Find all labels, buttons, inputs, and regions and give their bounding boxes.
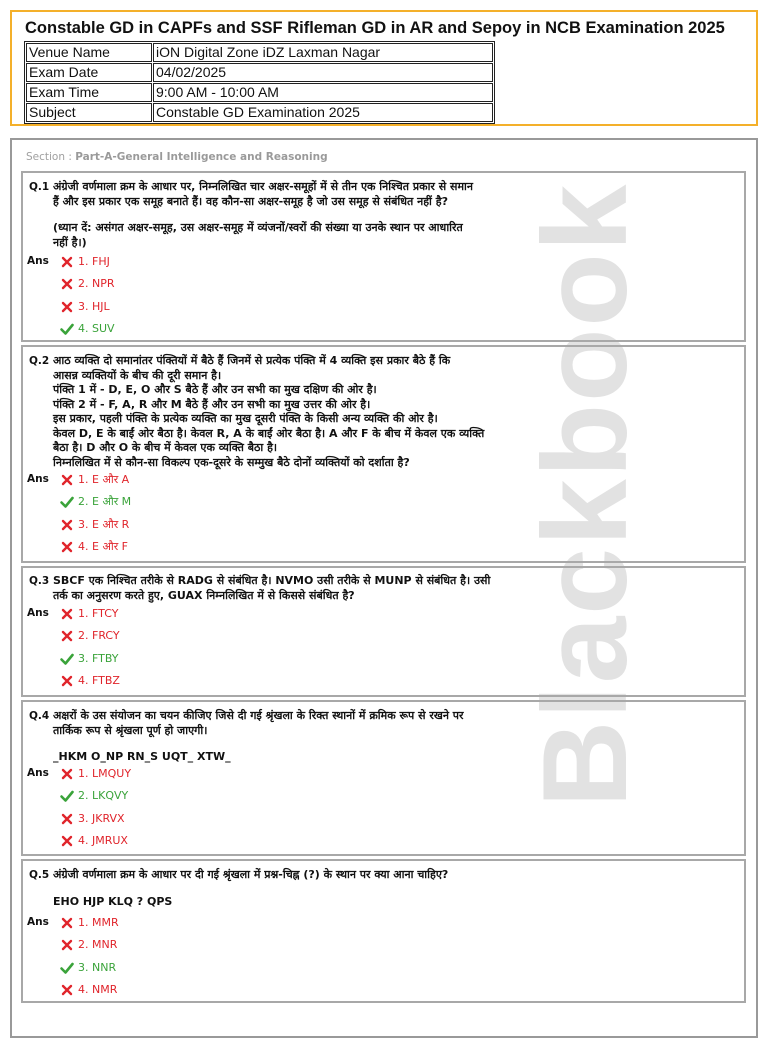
- cross-icon: [60, 300, 74, 314]
- check-icon: [60, 322, 74, 336]
- option-label: 1. E और A: [78, 473, 130, 486]
- cross-icon: [60, 834, 74, 848]
- answer-label: Ans: [27, 473, 49, 485]
- section-label: [26, 151, 328, 163]
- question-line: [53, 209, 533, 221]
- exam-title: Constable GD in CAPFs and SSF Rifleman GD in AR and Sepoy in NCB Examination 2025: [25, 19, 725, 37]
- cross-icon: [60, 607, 74, 621]
- question-text: [53, 354, 533, 470]
- question-text: [53, 868, 533, 909]
- option-label: 3. E और R: [78, 517, 130, 531]
- option-label: 2. NPR: [78, 277, 115, 291]
- answer-option: [60, 473, 129, 487]
- cross-icon: [60, 540, 74, 554]
- option-label: 3. JKRVX: [78, 811, 125, 825]
- question-number: Q.4: [29, 710, 50, 722]
- question-line: (ध्यान दें: असंगत अक्षर-समूह, उस अक्षर-समूह में व्यंजनों/स्वरों की संख्या या उनके स्थान पर आधारित: [53, 221, 463, 234]
- option-label: 4. JMRUX: [78, 833, 128, 847]
- question-line: आठ व्यक्ति दो समानांतर पंक्तियों में बैठे हैं जिनमें से प्रत्येक पंक्ति में 4 व्यक्ति इस प्रकार बैठे हैं कि: [53, 354, 451, 367]
- answer-option: [60, 277, 115, 291]
- cross-icon: [60, 916, 74, 930]
- check-icon: [60, 652, 74, 666]
- answer-option: [60, 607, 118, 621]
- info-key: Exam Time: [26, 83, 152, 102]
- option-label: 4. FTBZ: [78, 673, 120, 687]
- cross-icon: [60, 518, 74, 532]
- answer-option: [60, 652, 119, 666]
- cross-icon: [60, 473, 74, 487]
- question-text: [53, 709, 533, 765]
- answer-option: [60, 834, 128, 848]
- info-value: 9:00 AM - 10:00 AM: [153, 83, 493, 102]
- info-row: [26, 83, 493, 102]
- question-line: इस प्रकार, पहली पंक्ति के प्रत्येक व्यक्ति का मुख दूसरी पंक्ति के किसी अन्य व्यक्ति की ओर है।: [53, 412, 438, 425]
- option-label: 2. MNR: [78, 938, 118, 952]
- question-number: Q.3: [29, 575, 50, 587]
- option-label: 1. FHJ: [78, 255, 110, 268]
- section-prefix: Section :: [26, 151, 76, 163]
- question-line: अंग्रेजी वर्णमाला क्रम के आधार पर दी गई श्रृंखला में प्रश्न-चिह्न (?) के स्थान पर क्या आना चाहिए?: [53, 868, 449, 881]
- question-line: बैठा है। D और O के बीच में केवल एक व्यक्ति बैठा है।: [53, 441, 278, 454]
- check-icon: [60, 495, 74, 509]
- answer-option: [60, 300, 110, 314]
- question-line: हैं और इस प्रकार एक समूह बनाते हैं। वह कौन-सा अक्षर-समूह है जो उस समूह से संबंधित नहीं है?: [53, 194, 448, 208]
- info-key: Exam Date: [26, 63, 152, 82]
- answer-option: [60, 255, 110, 269]
- question-number: Q.2: [29, 355, 50, 367]
- question-number: Q.5: [29, 869, 50, 881]
- cross-icon: [60, 767, 74, 781]
- question-line: तार्किक रूप से श्रृंखला पूर्ण हो जाएगी।: [53, 723, 208, 737]
- info-row: [26, 63, 493, 82]
- cross-icon: [60, 277, 74, 291]
- option-label: 2. E और M: [78, 495, 132, 509]
- question-line: केवल D, E के बाईं ओर बैठा है। केवल R, A के बाईं ओर बैठा है। A और F के बीच में केवल एक व्यक्ति: [53, 426, 485, 440]
- answer-label: Ans: [27, 607, 49, 619]
- answer-option: [60, 629, 120, 643]
- question-line: तर्क का अनुसरण करते हुए, GUAX निम्नलिखित में से किससे संबंधित है?: [53, 588, 355, 602]
- exam-info-table: [24, 41, 495, 124]
- question-line: पंक्ति 1 में - D, E, O और S बैठे हैं और उन सभी का मुख दक्षिण की ओर है।: [53, 383, 377, 396]
- cross-icon: [60, 938, 74, 952]
- option-label: 4. SUV: [78, 321, 115, 335]
- option-label: 2. LKQVY: [78, 789, 129, 803]
- option-label: 1. FTCY: [78, 607, 119, 620]
- answer-option: [60, 961, 116, 975]
- cross-icon: [60, 629, 74, 643]
- info-value: Constable GD Examination 2025: [153, 103, 493, 122]
- question-card: [21, 859, 746, 1003]
- question-line: EHO HJP KLQ ? QPS: [53, 894, 173, 908]
- option-label: 3. HJL: [78, 299, 110, 313]
- question-line: SBCF एक निश्चित तरीके से RADG से संबंधित है। NVMO उसी तरीके से MUNP से संबंधित है। उसी: [53, 574, 491, 587]
- question-number: Q.1: [29, 181, 50, 193]
- cross-icon: [60, 983, 74, 997]
- answer-label: Ans: [27, 255, 49, 267]
- question-card: [21, 171, 746, 342]
- exam-header: [10, 10, 758, 126]
- question-line: अक्षरों के उस संयोजन का चयन कीजिए जिसे दी गई श्रृंखला के रिक्त स्थानों में क्रमिक रूप से रखने पर: [53, 709, 464, 722]
- answer-option: [60, 767, 131, 781]
- option-label: 2. FRCY: [78, 629, 120, 643]
- info-value: iON Digital Zone iDZ Laxman Nagar: [153, 43, 493, 62]
- answer-option: [60, 518, 129, 532]
- option-label: 4. E और F: [78, 539, 129, 553]
- option-label: 4. NMR: [78, 982, 118, 996]
- info-row: [26, 43, 493, 62]
- question-card: [21, 566, 746, 697]
- question-line: [53, 883, 533, 895]
- option-label: 1. MMR: [78, 916, 119, 929]
- option-label: 3. NNR: [78, 960, 117, 974]
- watermark-text: Blackbook: [518, 182, 652, 808]
- answer-option: [60, 674, 120, 688]
- check-icon: [60, 961, 74, 975]
- check-icon: [60, 789, 74, 803]
- question-line: [53, 738, 533, 750]
- answer-option: [60, 812, 125, 826]
- cross-icon: [60, 255, 74, 269]
- answer-option: [60, 495, 131, 509]
- question-line: अंग्रेजी वर्णमाला क्रम के आधार पर, निम्नलिखित चार अक्षर-समूहों में से तीन एक निश्चित प्रकार से समान: [53, 180, 473, 193]
- cross-icon: [60, 812, 74, 826]
- answer-option: [60, 540, 128, 554]
- answer-label: Ans: [27, 767, 49, 779]
- answer-option: [60, 789, 128, 803]
- option-label: 1. LMQUY: [78, 767, 132, 780]
- question-line: नहीं है।): [53, 235, 87, 249]
- info-key: Subject: [26, 103, 152, 122]
- answer-option: [60, 983, 117, 997]
- question-text: [53, 574, 533, 603]
- question-card: [21, 700, 746, 856]
- question-card: [21, 345, 746, 563]
- info-key: Venue Name: [26, 43, 152, 62]
- info-row: [26, 103, 493, 122]
- question-line: आसन्न व्यक्तियों के बीच की दूरी समान है।: [53, 368, 222, 382]
- answer-option: [60, 322, 115, 336]
- option-label: 3. FTBY: [78, 651, 119, 665]
- question-text: [53, 180, 533, 250]
- section-name: Part-A-General Intelligence and Reasoning: [75, 151, 328, 163]
- question-line: _HKM O_NP RN_S UQT_ XTW_: [53, 750, 231, 763]
- answer-label: Ans: [27, 916, 49, 928]
- question-line: पंक्ति 2 में - F, A, R और M बैठे हैं और उन सभी का मुख उत्तर की ओर है।: [53, 397, 371, 411]
- answer-option: [60, 916, 119, 930]
- answer-option: [60, 938, 117, 952]
- question-line: निम्नलिखित में से कौन-सा विकल्प एक-दूसरे के सम्मुख बैठे दोनों व्यक्तियों को दर्शाता है?: [53, 455, 410, 469]
- info-value: 04/02/2025: [153, 63, 493, 82]
- cross-icon: [60, 674, 74, 688]
